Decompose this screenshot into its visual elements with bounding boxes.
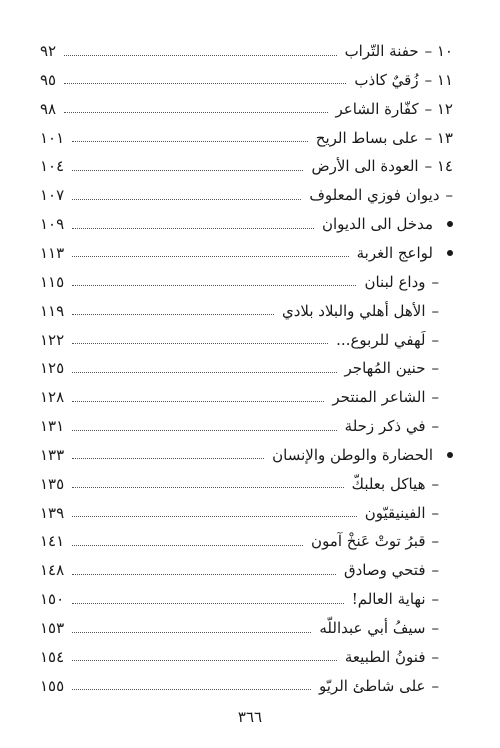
toc-entry xyxy=(40,499,453,527)
toc-entry-marker: ١٤ – xyxy=(424,157,453,176)
toc-entry-title: في ذكر زحلة xyxy=(344,417,426,436)
toc-entry-page-number: ٩٢ xyxy=(40,42,57,60)
toc-entry-marker: ١٣ – xyxy=(424,128,453,147)
toc-entry xyxy=(40,412,453,440)
toc-entry-title-group xyxy=(344,556,439,584)
toc-entry-title-group xyxy=(319,672,439,700)
toc-entry-marker: ١٠ – xyxy=(424,42,453,60)
toc-entry-title-group xyxy=(345,354,439,382)
toc-entry-title: حفنة التّراب xyxy=(344,42,419,60)
dot-leader xyxy=(72,170,303,171)
toc-entry-title-group xyxy=(311,152,453,180)
toc-entry-title-group xyxy=(282,297,439,325)
toc-entry-title-group xyxy=(352,585,439,613)
toc-entry-page-number: ٩٨ xyxy=(40,99,57,118)
toc-entry-marker: ١١ – xyxy=(424,70,453,89)
toc-entry-title: الشاعر المنتحر xyxy=(332,388,426,407)
toc-entry xyxy=(40,470,453,498)
toc-entry-marker: – xyxy=(445,186,453,205)
toc-entry-title: الفينيقيّون xyxy=(364,503,426,522)
toc-entry-title: نهاية العالم! xyxy=(351,590,426,609)
toc-entry-title-group xyxy=(354,66,453,94)
toc-entry xyxy=(40,643,453,671)
dot-leader xyxy=(72,285,356,286)
toc-entry-title-group xyxy=(345,643,439,671)
toc-entry xyxy=(40,614,453,642)
toc-entry-page-number: ١٠١ xyxy=(40,128,65,147)
toc-entry-page-number: ١٥٠ xyxy=(40,590,65,609)
dot-leader xyxy=(72,256,348,257)
toc-entry-page-number: ١٤١ xyxy=(40,532,65,551)
toc-entry-title: على شاطئ الريّو xyxy=(319,676,426,695)
toc-entry-title-group xyxy=(345,412,439,440)
page-number-footer: ٣٦٦ xyxy=(237,708,263,726)
toc-entry-title-group xyxy=(319,614,439,642)
toc-entry-marker: – xyxy=(431,561,439,580)
dot-leader xyxy=(72,199,301,200)
toc-entry-marker: – xyxy=(431,647,439,666)
toc-entry xyxy=(40,124,453,152)
toc-entry-marker: – xyxy=(431,590,439,609)
dot-leader xyxy=(72,689,311,690)
toc-entry-page-number: ١٣٥ xyxy=(40,474,65,493)
toc-entry xyxy=(40,210,453,238)
dot-leader xyxy=(72,228,314,229)
toc-entry-title: زُقيٌ كاذب xyxy=(354,70,419,89)
toc-entry-page-number: ١٣١ xyxy=(40,417,65,436)
toc-entry-title: كفّارة الشاعر xyxy=(335,99,419,118)
toc-entry-marker: – xyxy=(431,532,439,551)
dot-leader xyxy=(72,632,311,633)
toc-entry xyxy=(40,326,453,354)
toc-entry-marker: – xyxy=(431,388,439,407)
toc-entry xyxy=(40,297,453,325)
bullet-icon xyxy=(447,221,453,227)
toc-entry-page-number: ٩٥ xyxy=(40,70,57,89)
dot-leader xyxy=(72,660,337,661)
toc-entry-page-number: ١٢٢ xyxy=(40,330,65,349)
toc-entry-title: ديوان فوزي المعلوف xyxy=(309,186,440,205)
toc-entry xyxy=(40,527,453,555)
toc-entry-title: قبرُ توتْ عَنخْ آمون xyxy=(311,532,426,551)
toc-entry xyxy=(40,239,453,267)
toc-entry-title: مدخل الى الديوان xyxy=(321,215,433,234)
toc-entry-page-number: ١١٩ xyxy=(40,301,65,320)
toc-entry-marker: – xyxy=(431,474,439,493)
toc-entry-marker: – xyxy=(431,676,439,695)
toc-entry-page-number: ١١٥ xyxy=(40,272,65,291)
toc-entry-title: لَهفي للربوع... xyxy=(336,330,426,349)
toc-entry-marker: – xyxy=(431,301,439,320)
toc-entry xyxy=(40,585,453,613)
toc-entry-page-number: ١٤٨ xyxy=(40,561,65,580)
dot-leader xyxy=(72,516,357,517)
toc-entry-title: وداع لبنان xyxy=(364,272,426,291)
toc-entry-page-number: ١٢٨ xyxy=(40,388,65,407)
dot-leader xyxy=(72,430,336,431)
toc-entry xyxy=(40,152,453,180)
toc-entry xyxy=(40,95,453,123)
bullet-icon xyxy=(447,452,453,458)
toc-entry-marker: – xyxy=(431,417,439,436)
toc-entry-title-group xyxy=(311,527,439,555)
dot-leader xyxy=(64,55,336,56)
bullet-icon xyxy=(447,250,453,256)
toc-entry-page-number: ١٥٤ xyxy=(40,647,65,666)
dot-leader xyxy=(72,603,344,604)
toc-entry-marker: – xyxy=(431,330,439,349)
dot-leader xyxy=(72,574,336,575)
toc-entry-marker: – xyxy=(431,272,439,291)
toc-entry-page-number: ١٢٥ xyxy=(40,359,65,378)
toc-entry-title: الأهل أهلي والبلاد بلادي xyxy=(281,301,426,320)
toc-entry-title-group xyxy=(345,37,453,65)
toc-entry-title-group xyxy=(332,383,439,411)
toc-entry-page-number: ١٥٣ xyxy=(40,619,65,637)
toc-entry-marker: – xyxy=(431,619,439,637)
dot-leader xyxy=(72,487,344,488)
toc-entry-title: لواعج الغربة xyxy=(356,243,433,262)
toc-entry-title-group xyxy=(336,95,454,123)
toc-entry-title: العودة الى الأرض xyxy=(311,157,419,176)
dot-leader xyxy=(64,83,346,84)
toc-entry-title: على بساط الريح xyxy=(315,128,419,147)
toc-entry-marker: – xyxy=(431,359,439,378)
dot-leader xyxy=(72,343,328,344)
dot-leader xyxy=(72,401,324,402)
dot-leader xyxy=(72,545,303,546)
toc-entry-page-number: ١٣٩ xyxy=(40,503,65,522)
toc-entry-title-group xyxy=(309,181,453,209)
toc-entry-title-group xyxy=(272,441,433,469)
dot-leader xyxy=(72,314,274,315)
toc-entry-marker: ١٢ – xyxy=(424,99,453,118)
toc-entry-page-number: ١٠٧ xyxy=(40,186,65,205)
dot-leader xyxy=(64,112,327,113)
toc-entry xyxy=(40,383,453,411)
toc-entry xyxy=(40,672,453,700)
toc-entry xyxy=(40,354,453,382)
toc-entry-title-group xyxy=(352,470,439,498)
toc-entry xyxy=(40,37,453,65)
toc-entry-title: فنونُ الطبيعة xyxy=(344,647,426,666)
toc-entry-title-group xyxy=(336,326,439,354)
toc-entry xyxy=(40,556,453,584)
toc-entry xyxy=(40,441,453,469)
toc-entry-page-number: ١٠٤ xyxy=(40,157,65,176)
toc-entry-title: حنين المُهاجر xyxy=(344,359,426,378)
toc-entry-title: فتحي وصادق xyxy=(343,561,426,580)
toc-entry-page-number: ١١٣ xyxy=(40,243,65,262)
toc-entry-title: الحضارة والوطن والإنسان xyxy=(272,445,433,464)
toc-entry-title-group xyxy=(364,268,439,296)
toc-entry-page-number: ١٣٣ xyxy=(40,445,65,464)
toc-entry-page-number: ١٥٥ xyxy=(40,676,65,695)
toc-entry-title-group xyxy=(316,124,453,152)
toc-entry xyxy=(40,181,453,209)
toc-entry-title-group xyxy=(357,239,433,267)
toc-entry-page-number: ١٠٩ xyxy=(40,215,65,234)
dot-leader xyxy=(72,458,264,459)
toc-entry-title-group xyxy=(365,499,439,527)
toc-entry-title: هياكل بعلبكّ xyxy=(351,474,426,493)
dot-leader xyxy=(72,372,336,373)
dot-leader xyxy=(72,141,308,142)
toc-entry xyxy=(40,268,453,296)
toc-entry-title: سيفُ أبي عبداللّه xyxy=(319,619,426,637)
toc-entry xyxy=(40,66,453,94)
toc-entry-marker: – xyxy=(431,503,439,522)
toc-entry-title-group xyxy=(322,210,433,238)
